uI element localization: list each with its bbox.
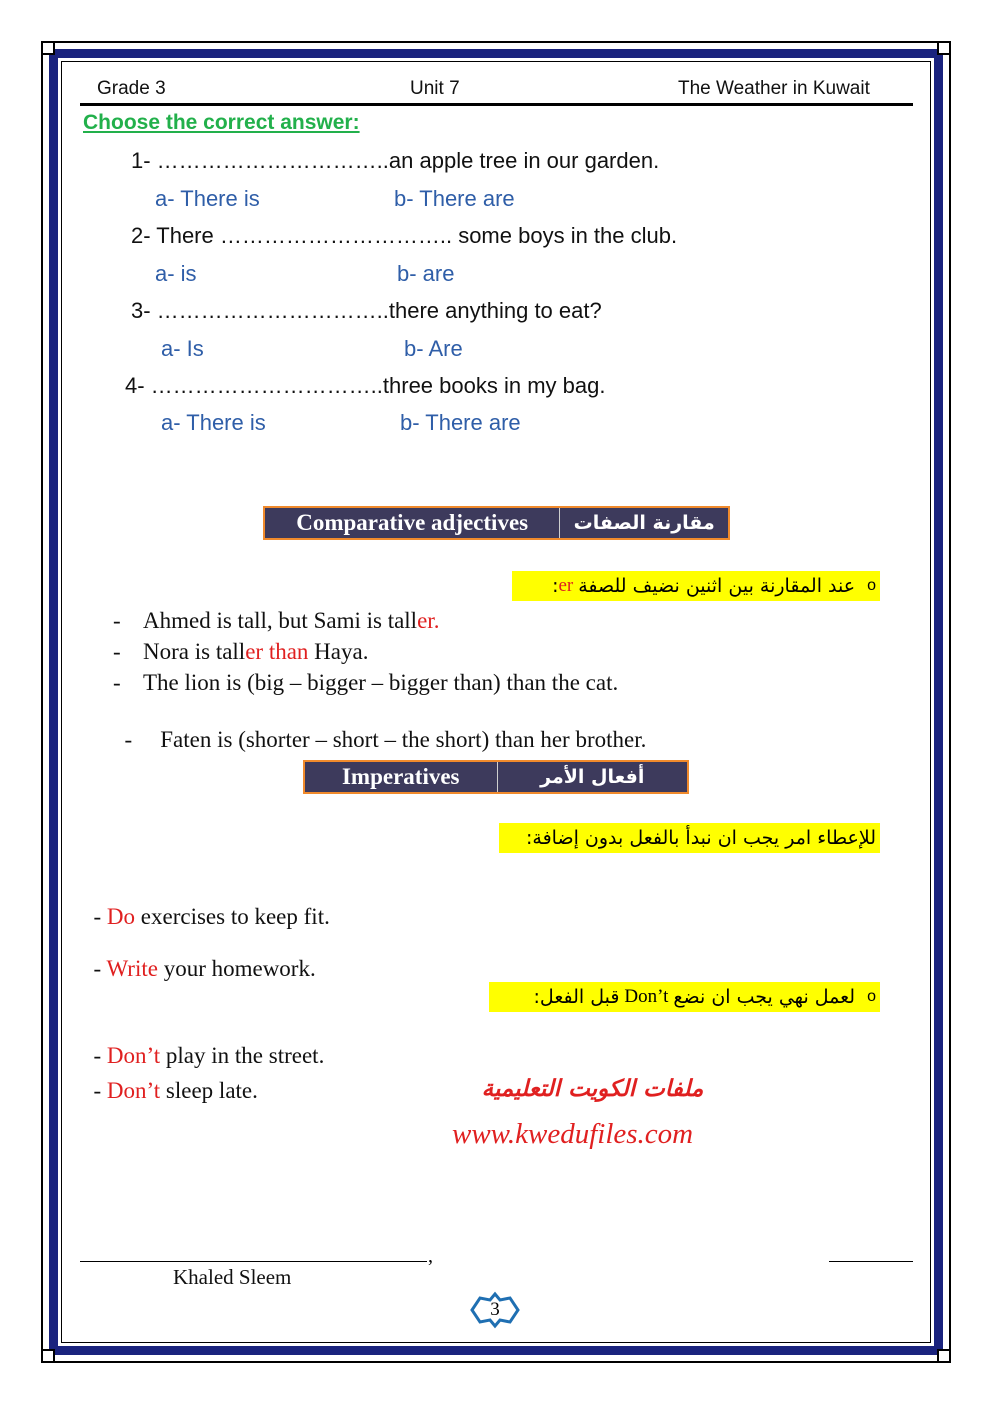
imperative-verb: Do: [106, 904, 136, 929]
frame-corner-ornament: [41, 41, 55, 55]
header-unit: Unit 7: [410, 78, 460, 99]
example-text: your homework.: [157, 956, 316, 981]
dash: -: [113, 608, 121, 633]
comparative-title-ar: مقارنة الصفات: [573, 512, 715, 534]
example-end: Haya.: [308, 639, 369, 664]
dash: -: [93, 1043, 107, 1068]
page-number-badge: [460, 1290, 530, 1330]
header-grade: Grade 3: [97, 78, 166, 99]
example-text: The lion is (big – bigger – bigger than) than the cat.: [143, 670, 619, 695]
header-topic: The Weather in Kuwait: [678, 78, 870, 99]
comparative-example-3: [113, 670, 618, 696]
imperatives-title-ar: أفعال الأمر: [540, 766, 645, 788]
example-text: Nora is tall: [143, 639, 246, 664]
question-3: 3- …………………………..there anything to eat?: [131, 298, 602, 323]
comparative-rule-er: er: [558, 575, 574, 596]
frame-corner-ornament: [937, 41, 951, 55]
rule-bullet: o: [867, 577, 876, 594]
question-1-option-b: b- There are: [394, 186, 515, 211]
negative-imperative-rule: [489, 982, 880, 1012]
example-text: sleep late.: [160, 1078, 258, 1103]
negative-rule-dont: Don’t: [624, 986, 669, 1007]
question-2: 2- There ………………………….. some boys in the club.: [131, 223, 678, 248]
page-number: 3: [490, 1299, 500, 1320]
question-1-option-a: a- There is: [155, 186, 260, 211]
frame-corner-ornament: [937, 1349, 951, 1363]
frame-corner-ornament: [41, 1349, 55, 1363]
imperative-verb: Write: [106, 956, 158, 981]
question-3-option-b: b- Are: [404, 336, 463, 361]
example-suffix: er: [417, 608, 434, 633]
comparative-example-4: [113, 701, 646, 753]
example-text: play in the street.: [160, 1043, 325, 1068]
imperative-example-2: [82, 930, 316, 982]
dash: -: [93, 1078, 107, 1103]
comparative-title-en: Comparative adjectives: [265, 508, 560, 538]
comparative-banner: [263, 506, 730, 540]
footer-rule-left: [80, 1261, 427, 1262]
question-4-option-a: a- There is: [161, 410, 266, 435]
question-1: 1- …………………………..an apple tree in our garden.: [131, 148, 660, 173]
dont-word: Don’t: [106, 1078, 161, 1103]
dash: -: [113, 670, 121, 695]
negative-example-2: [82, 1052, 258, 1104]
footer-rule-right: [829, 1261, 913, 1262]
comparative-example-1: [113, 608, 439, 634]
watermark-arabic: ملفات الكويت التعليمية: [481, 1076, 704, 1102]
dash: -: [124, 727, 133, 752]
negative-rule-text-2: قبل الفعل:: [533, 986, 620, 1008]
watermark-url[interactable]: www.kwedufiles.com: [452, 1118, 694, 1150]
comparative-rule: [512, 571, 880, 601]
imperatives-title-en: Imperatives: [305, 762, 498, 792]
dont-word: Don’t: [106, 1043, 161, 1068]
imperatives-banner: [303, 760, 689, 794]
rule-bullet: o: [867, 988, 876, 1005]
example-suffix: er than: [245, 639, 309, 664]
comparative-example-2: [113, 639, 368, 665]
question-4: 4- …………………………..three books in my bag.: [125, 373, 606, 398]
header-rule: [80, 103, 913, 106]
example-text: Ahmed is tall, but Sami is tall: [143, 608, 418, 633]
dash: -: [93, 904, 107, 929]
example-text: Faten is (shorter – short – the short) than her brother.: [154, 727, 647, 752]
comparative-rule-colon: :: [552, 575, 559, 597]
imperative-example-1: [82, 878, 330, 930]
dash: -: [113, 639, 121, 664]
footer-comma: ,: [428, 1245, 433, 1267]
comparative-rule-text: عند المقارنة بين اثنين نضيف للصفة: [578, 575, 856, 597]
exercise-title: Choose the correct answer:: [83, 111, 360, 134]
example-text: exercises to keep fit.: [135, 904, 330, 929]
author-name: Khaled Sleem: [173, 1265, 292, 1289]
dash: -: [93, 956, 107, 981]
question-2-option-b: b- are: [397, 261, 455, 286]
negative-rule-text-1: لعمل نهي يجب ان نضع: [673, 986, 856, 1008]
question-3-option-a: a- Is: [161, 336, 204, 361]
question-4-option-b: b- There are: [400, 410, 521, 435]
imperatives-rule: للإعطاء امر يجب ان نبدأ بالفعل بدون إضافة:: [499, 823, 880, 853]
question-2-option-a: a- is: [155, 261, 197, 286]
example-end: .: [433, 608, 440, 633]
